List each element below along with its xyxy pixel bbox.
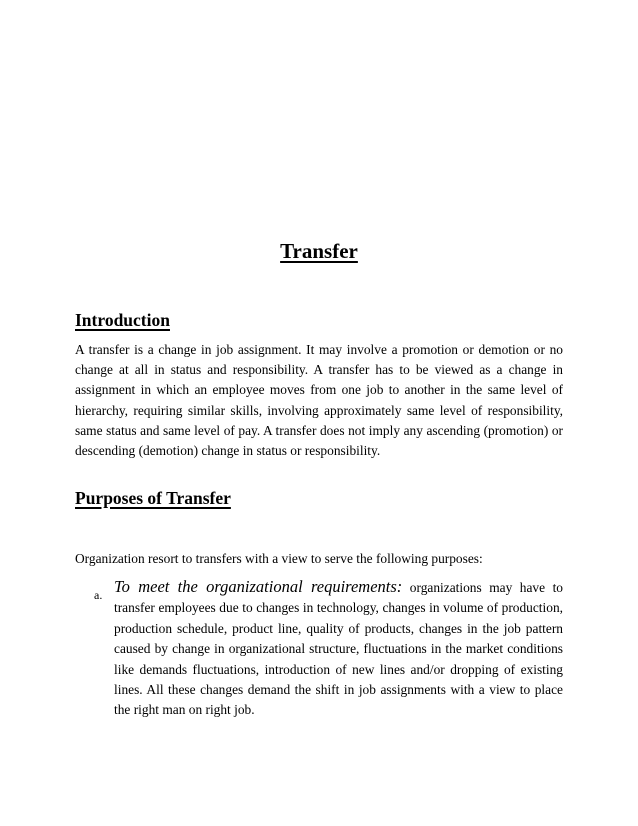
purposes-lead-text: Organization resort to transfers with a view to serve the following purposes: (75, 551, 483, 566)
introduction-paragraph: A transfer is a change in job assignment. It may involve a promotion or demotion or no change at all in status and responsibility. A transfer has to be viewed as a change in assignment in which an employee moves from one job to another in the same level of hierarchy, requiring similar skills, involving approximately same level of responsibility, same status and same level of pay. A transfer does not imply any ascending (promotion) or descending (demotion) change in status or responsibility. (75, 342, 563, 459)
section-heading-introduction: Introduction (75, 310, 170, 330)
list-item-marker: a. (94, 588, 103, 602)
list-item-lead-italic: To meet the organizational requirements: (114, 577, 403, 596)
list-item (114, 577, 563, 721)
list-item-text: organizations may have to transfer employees due to changes in technology, changes in volume of production, production schedule, product line, quality of products, changes in the job pattern caused by change in organizational structure, fluctuations in the market conditions like demands fluctuations, introduction of new lines and/or dropping of existing lines. All these changes demand the shift in job assignments with a view to place the right man on right job. (114, 580, 563, 718)
section-heading-purposes: Purposes of Transfer (75, 488, 231, 508)
document-title-text: Transfer (280, 239, 358, 263)
document-title (0, 238, 638, 264)
